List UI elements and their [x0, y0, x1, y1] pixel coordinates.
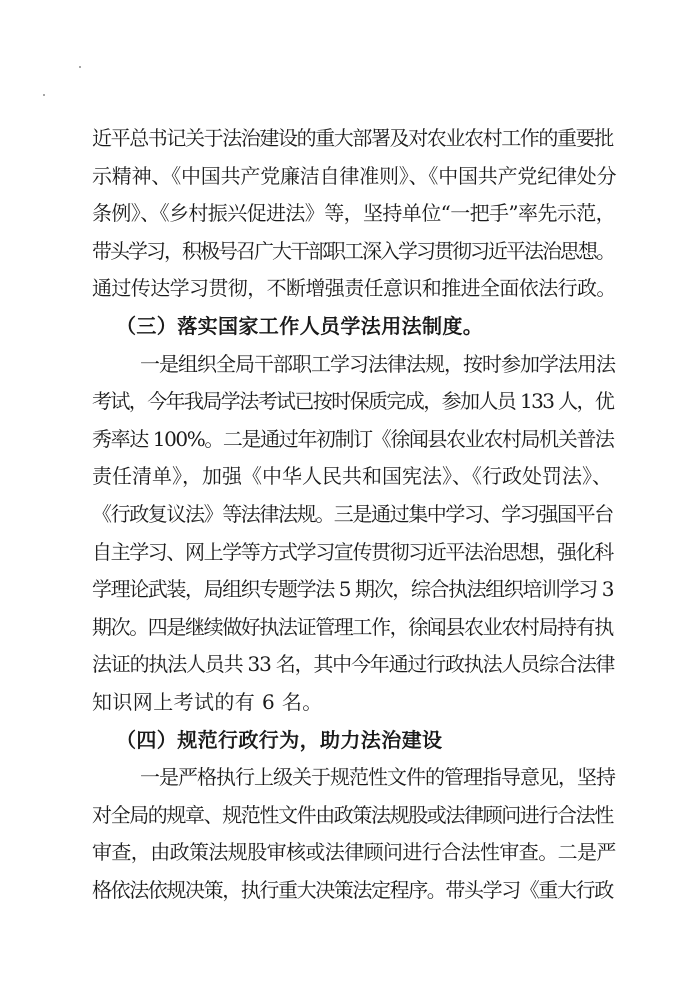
- text-line: 带头学习，积极号召广大干部职工深入学习贯彻习近平法治思想。: [92, 238, 614, 263]
- scan-speck: [79, 66, 81, 68]
- text-line: 考试，今年我局学法考试已按时保质完成，参加人员 133 人，优: [92, 389, 614, 414]
- text-line: 法证的执法人员共 33 名，其中今年通过行政执法人员综合法律: [92, 652, 615, 677]
- text-line: 期次。四是继续做好执法证管理工作，徐闻县农业农村局持有执: [92, 614, 613, 639]
- text-line: 一是严格执行上级关于规范性文件的管理指导意见，坚持: [140, 765, 615, 790]
- text-line: 责任清单》，加强《中华人民共和国宪法》、《行政处罚法》、: [92, 464, 612, 489]
- text-line: 知识网上考试的有 6 名。: [92, 689, 323, 714]
- text-line: 自主学习、网上学等方式学习宣传贯彻习近平法治思想，强化科: [92, 539, 613, 564]
- section-heading: （三）落实国家工作人员学法用法制度。: [116, 313, 484, 338]
- text-line: 《行政复议法》等法律法规。三是通过集中学习、学习强国平台: [92, 501, 613, 526]
- text-line: 一是组织全局干部职工学习法律法规，按时参加学法用法: [140, 351, 615, 376]
- text-line: 格依法依规决策，执行重大决策法定程序。带头学习《重大行政: [92, 877, 613, 902]
- text-line: 示精神、《中国共产党廉洁自律准则》、《中国共产党纪律处分: [92, 163, 617, 188]
- text-line: 条例》、《乡村振兴促进法》等，坚持单位“一把手”率先示范，: [92, 201, 616, 226]
- text-line: 学理论武装，局组织专题学法 5 期次，综合执法组织培训学习 3: [92, 577, 614, 602]
- text-line: 审查，由政策法规股审核或法律顾问进行合法性审查。二是严: [92, 840, 616, 865]
- text-line: 通过传达学习贯彻，不断增强责任意识和推进全面依法行政。: [92, 276, 616, 301]
- text-line: 近平总书记关于法治建设的重大部署及对农业农村工作的重要批: [92, 126, 613, 150]
- scan-speck: [43, 94, 45, 96]
- document-body: [92, 120, 617, 909]
- text-line: 秀率达 100%。二是通过年初制订《徐闻县农业农村局机关普法: [92, 426, 614, 451]
- section-heading: （四）规范行政行为，助力法治建设: [116, 727, 443, 752]
- text-line: 对全局的规章、规范性文件由政策法规股或法律顾问进行合法性: [92, 802, 613, 827]
